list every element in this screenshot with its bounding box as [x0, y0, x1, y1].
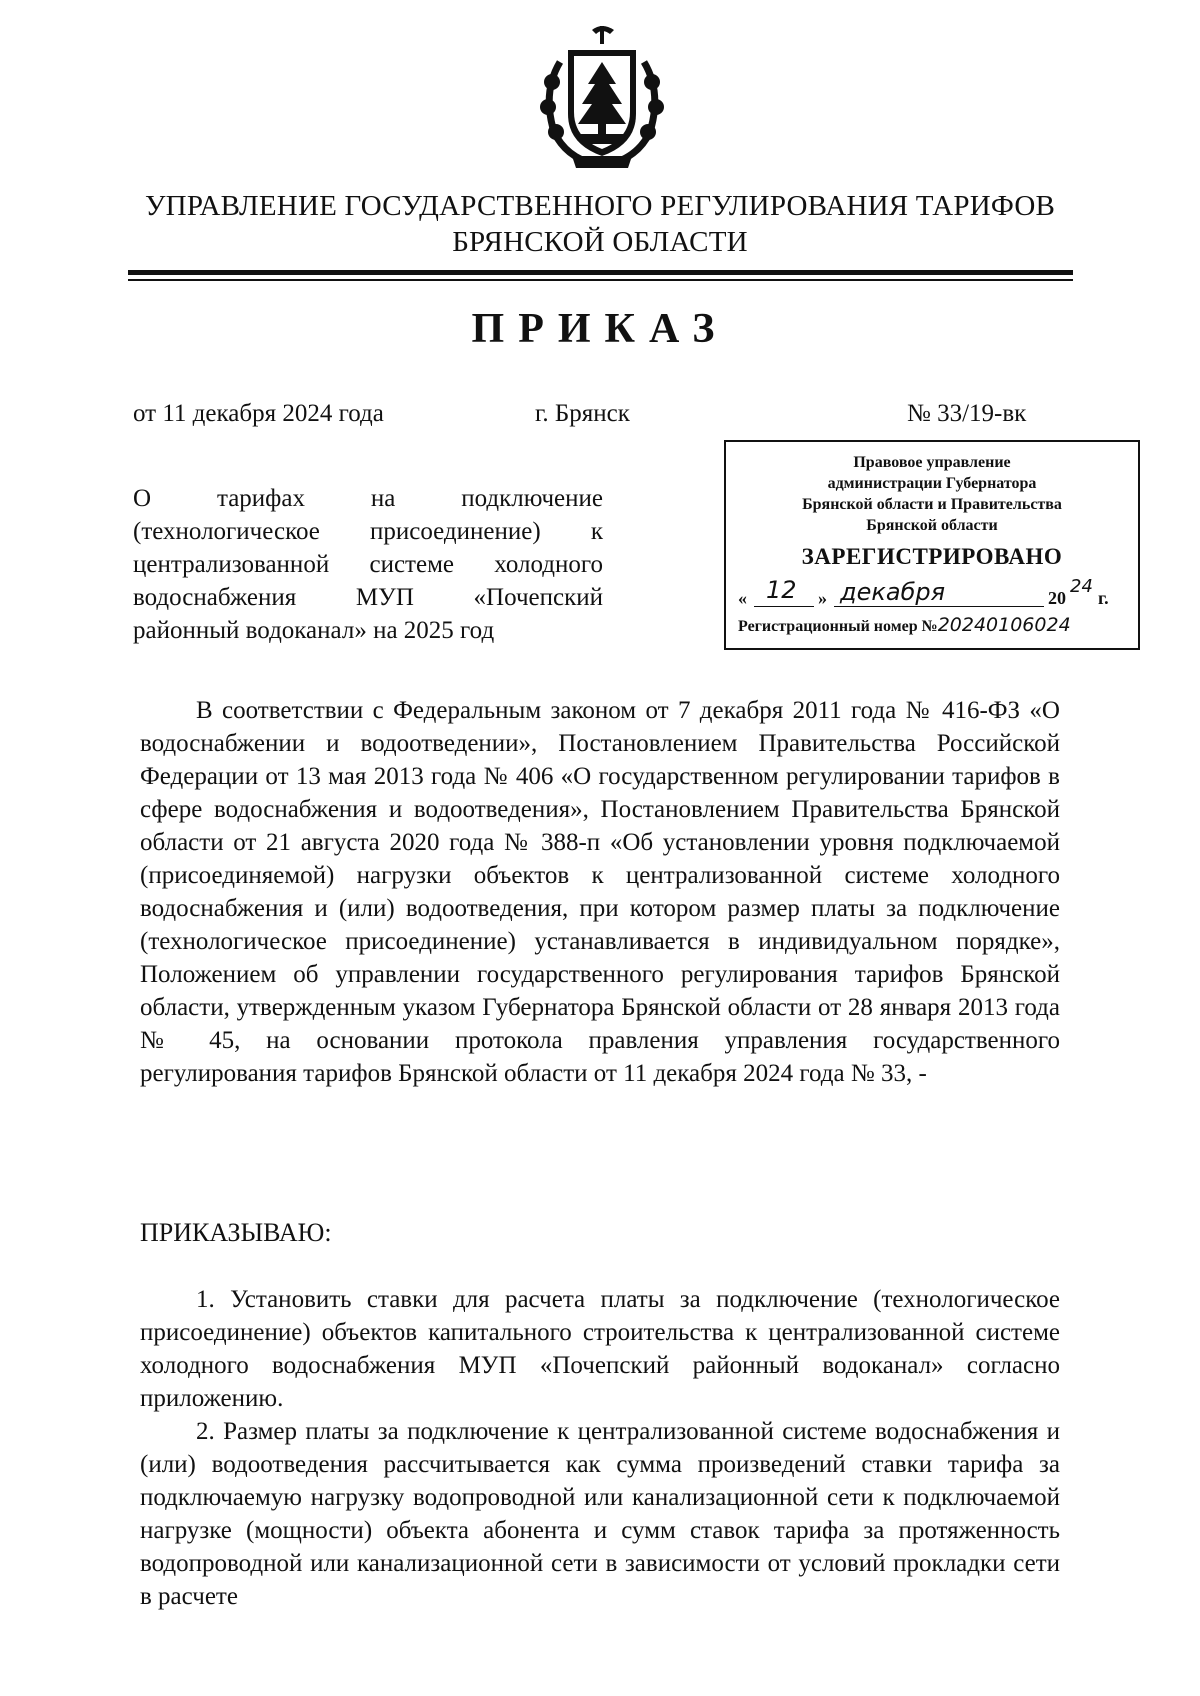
stamp-line-2: администрации Губернатора [827, 475, 1037, 492]
agency-line-2: БРЯНСКОЙ ОБЛАСТИ [452, 226, 748, 258]
agency-line-1: УПРАВЛЕНИЕ ГОСУДАРСТВЕННОГО РЕГУЛИРОВАНИЯ ТАРИФОВ [144, 190, 1056, 222]
document-date: от 11 декабря 2024 года [133, 400, 384, 427]
stamp-quote-open-mark: « [738, 588, 747, 608]
stamp-year-hand: 24 [1070, 576, 1093, 597]
stamp-date-row [726, 574, 1138, 614]
stamp-quote-close-mark: » [818, 588, 827, 608]
stamp-line-1: Правовое управление [853, 454, 1011, 471]
stamp-month: декабря [840, 578, 946, 606]
stamp-year-suffix: г. [1098, 588, 1109, 608]
stamp-year-prefix: 20 [1048, 588, 1066, 608]
registration-stamp [724, 440, 1140, 650]
order-word: ПРИКАЗЫВАЮ: [140, 1218, 332, 1247]
stamp-line-3: Брянской области и Правительства [802, 496, 1062, 513]
order-item-1: 1. Установить ставки для расчета платы за подключение (технологическое присоединение) объектов капитального строительства к централизованной системе холодного водоснабжения МУП «Почепский районный водоканал» согласно приложению. [140, 1286, 1060, 1412]
document-number: № 33/19-вк [907, 400, 1027, 427]
stamp-reg-label: Регистрационный номер № [738, 618, 938, 635]
order-item-2: 2. Размер платы за подключение к централизованной системе водоснабжения и (или) водоотведения рассчитывается как сумма произведений ставки тарифа за подключаемую нагрузку водопроводной или канализационной сети к подключаемой нагрузке (мощности) объекта абонента и сумм ставок тарифа за протяженность водопроводной или канализационной сети в зависимости от условий прокладки сети в расчете [140, 1418, 1060, 1610]
coat-of-arms-emblem [532, 22, 672, 172]
document-title: ПРИКАЗ [471, 306, 729, 352]
stamp-reg-number: 20240106024 [937, 614, 1071, 636]
stamp-line-4: Брянской области [866, 517, 998, 534]
stamp-day-line [754, 606, 814, 607]
stamp-registered: ЗАРЕГИСТРИРОВАНО [801, 544, 1063, 569]
agency-name [120, 188, 1080, 260]
stamp-day: 12 [766, 576, 797, 604]
document-subject: О тарифах на подключение (технологическое присоединение) к централизованной системе холодного водоснабжения МУП «Почепский районный водоканал» на 2025 год [133, 485, 603, 644]
header-rule-thick [128, 270, 1073, 275]
header-rule-thin [128, 279, 1073, 281]
document-city: г. Брянск [535, 400, 630, 427]
preamble-paragraph: В соответствии с Федеральным законом от 7 декабря 2011 года № 416-ФЗ «О водоснабжении и водоотведении», Постановлением Правительства Российской Федерации от 13 мая 2013 года № 406 «О государственном регулировании тарифов в сфере водоснабжения и водоотведения», Постановлением Правительства Брянской области от 21 августа 2020 года № 388-п «Об установлении уровня подключаемой (присоединяемой) нагрузки объектов к централизованной системе холодного водоснабжения и (или) водоотведения, при котором размер платы за подключение (технологическое присоединение) устанавливается в индивидуальном порядке», Положением об управлении государственного регулирования тарифов Брянской области, утвержденным указом Губернатора Брянской области от 28 января 2013 года № 45, на основании протокола правления управления государственного регулирования тарифов Брянской области от 11 декабря 2024 года № 33, - [140, 697, 1060, 1087]
stamp-registration [738, 614, 1071, 636]
stamp-month-line [834, 606, 1044, 607]
